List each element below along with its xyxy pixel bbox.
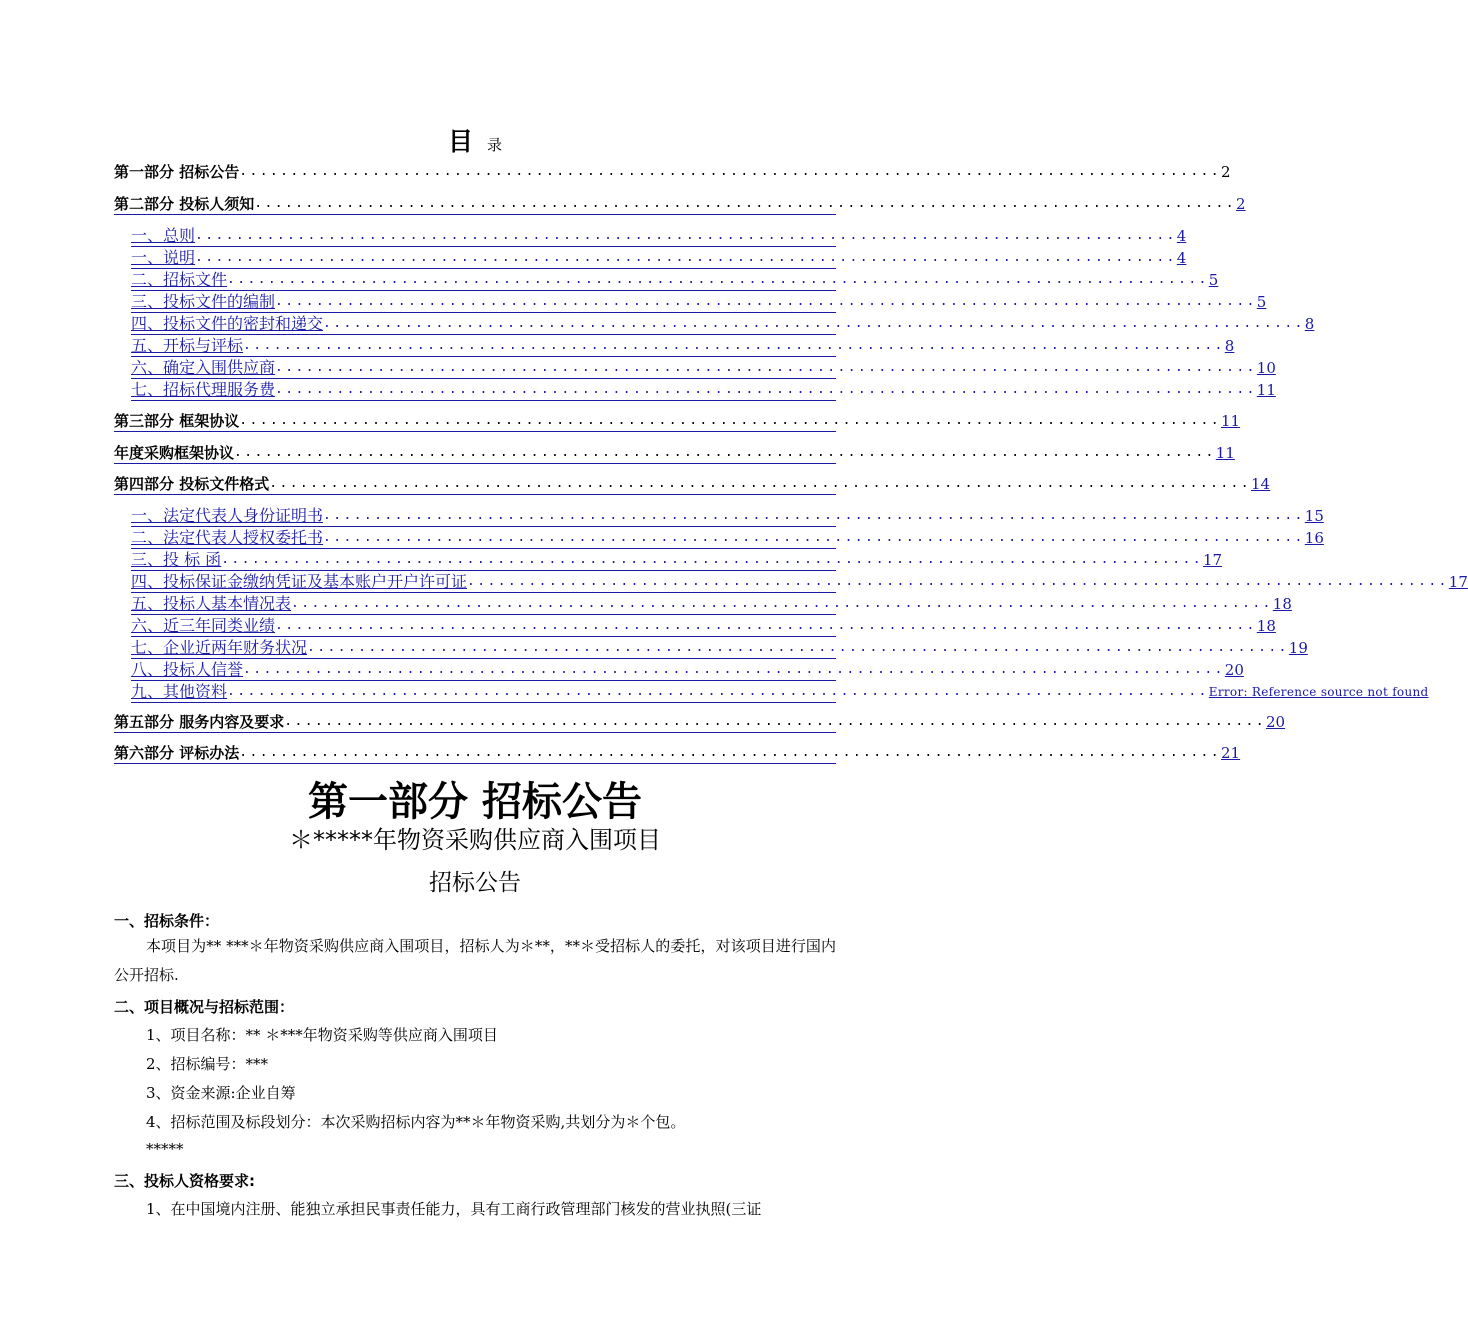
toc-entry[interactable]: 一、说明 ................................................................................................ 4 [131, 248, 1187, 267]
toc-entry[interactable]: 三、投 标 函 ................................................................................................ 17 [131, 550, 1223, 569]
toc-entry[interactable]: 七、企业近两年财务状况 ................................................................................................ 19 [131, 638, 1308, 657]
list-item: 1、在中国境内注册、能独立承担民事责任能力，具有工商行政管理部门核发的营业执照(三证 [146, 1200, 762, 1218]
toc-entry[interactable]: 年度采购框架协议 ................................................................................................ 11 [114, 444, 1235, 462]
toc-error-text: Error: Reference source not found [1208, 685, 1429, 699]
toc-entry[interactable]: 二、招标文件 ................................................................................................ 5 [131, 270, 1219, 289]
toc-entry[interactable]: 一、法定代表人身份证明书 ................................................................................................ 15 [131, 506, 1324, 525]
toc-entry[interactable]: 七、招标代理服务费 ................................................................................................ 11 [131, 380, 1276, 399]
toc-entry[interactable]: 第三部分 框架协议 ................................................................................................ 11 [114, 412, 1241, 430]
project-title: ＊*****年物资采购供应商入围项目 [289, 826, 661, 854]
part-heading: 第一部分 招标公告 [308, 779, 642, 825]
list-item: 3、资金来源:企业自筹 [146, 1084, 296, 1102]
section-heading: 一、招标条件： [114, 912, 220, 930]
section-heading: 三、投标人资格要求: [114, 1172, 255, 1190]
toc-entry[interactable]: 二、法定代表人授权委托书 ................................................................................................ 16 [131, 528, 1324, 547]
notice-title: 招标公告 [429, 870, 521, 896]
toc-entry[interactable]: 第五部分 服务内容及要求 ................................................................................................ 20 [114, 713, 1286, 731]
list-item: 2、招标编号：*** [146, 1055, 269, 1073]
toc-entry[interactable]: 九、其他资料 ................................................................................................ Error: Reference source not found [131, 682, 1429, 701]
toc-entry[interactable]: 一、总则 ................................................................................................ 4 [131, 226, 1187, 245]
toc-entry[interactable]: 六、确定入围供应商 ................................................................................................ 10 [131, 358, 1276, 377]
toc-title-main: 目 [447, 127, 473, 156]
toc-entry[interactable]: 第一部分 招标公告 ................................................................................................ 2 [114, 163, 1231, 181]
toc-entry[interactable]: 六、近三年同类业绩 ................................................................................................ 18 [131, 616, 1276, 635]
toc-entry[interactable]: 第四部分 投标文件格式 ................................................................................................ 14 [114, 475, 1271, 493]
toc-entry[interactable]: 八、投标人信誉 ................................................................................................ 20 [131, 660, 1244, 679]
list-item: ***** [146, 1140, 184, 1158]
toc-entry[interactable]: 三、投标文件的编制 ................................................................................................ 5 [131, 292, 1267, 311]
toc-title [0, 122, 950, 158]
toc-entry[interactable]: 五、投标人基本情况表 ................................................................................................ 18 [131, 594, 1292, 613]
toc-title-secondary: 录 [487, 136, 503, 154]
toc-entry[interactable]: 四、投标保证金缴纳凭证及基本账户开户许可证 ................................................................................................ 17 [131, 572, 1468, 591]
list-item: 1、项目名称：** ＊***年物资采购等供应商入围项目 [146, 1026, 498, 1044]
toc-entry[interactable]: 四、投标文件的密封和递交 ................................................................................................ 8 [131, 314, 1315, 333]
section-heading: 二、项目概况与招标范围： [114, 998, 295, 1016]
toc-entry[interactable]: 五、开标与评标 ................................................................................................ 8 [131, 336, 1235, 355]
paragraph: 本项目为** ***＊年物资采购供应商入围项目，招标人为＊**，**＊受招标人的委托，对该项目进行国内公开招标. [114, 937, 836, 984]
toc-entry[interactable]: 第六部分 评标办法 ................................................................................................ 21 [114, 744, 1241, 762]
list-item: 4、招标范围及标段划分：本次采购招标内容为**＊年物资采购,共划分为＊个包。 [146, 1113, 686, 1131]
toc-entry[interactable]: 第二部分 投标人须知 ................................................................................................ 2 [114, 195, 1246, 213]
